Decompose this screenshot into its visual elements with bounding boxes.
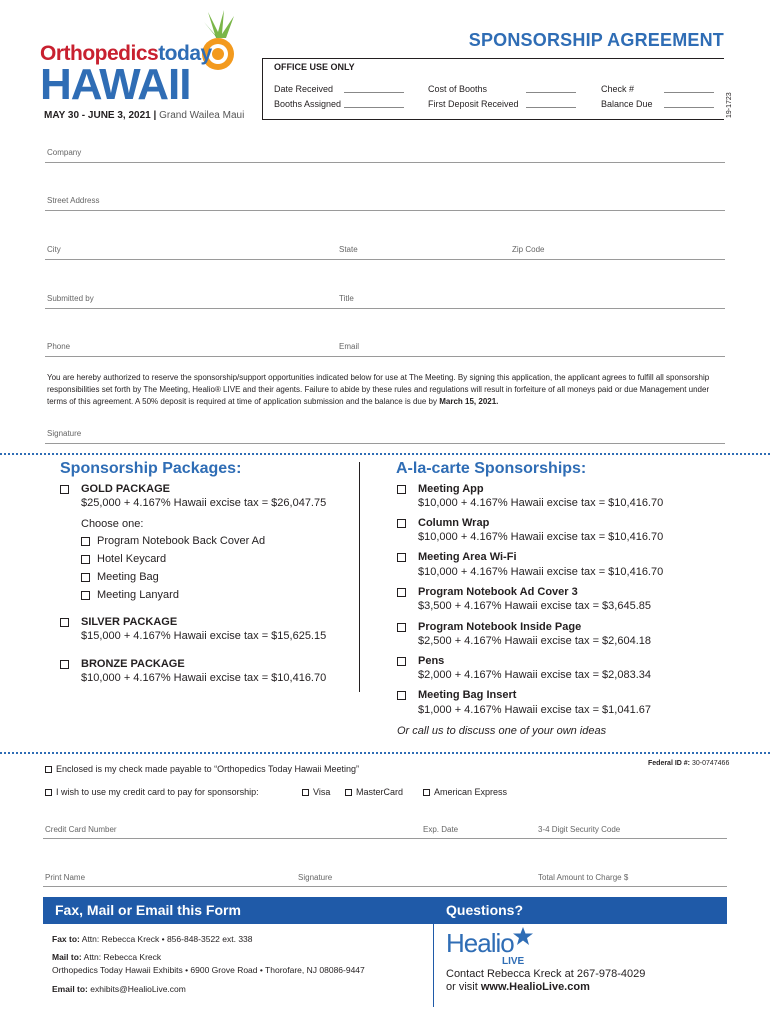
alacarte-item-name: Pens — [418, 655, 445, 667]
website-link[interactable]: www.HealioLive.com — [480, 981, 590, 993]
title-label: Title — [339, 294, 354, 303]
alacarte-title: A-la-carte Sponsorships: — [396, 460, 587, 477]
alacarte-item-price: $2,000 + 4.167% Hawaii excise tax = $2,083.34 — [418, 669, 651, 681]
submitted-title-field[interactable] — [45, 308, 725, 309]
alacarte-item-name: Meeting Area Wi-Fi — [418, 551, 517, 563]
alacarte-pens-checkbox[interactable] — [397, 657, 406, 666]
check-option: Enclosed is my check made payable to “Orthopedics Today Hawaii Meeting” — [45, 764, 359, 774]
event-dates: MAY 30 - JUNE 3, 2021 | Grand Wailea Maui — [44, 110, 245, 121]
bronze-package-price: $10,000 + 4.167% Hawaii excise tax = $10,416.70 — [81, 672, 327, 684]
option-keycard-label: Hotel Keycard — [97, 553, 167, 565]
alacarte-item-price: $10,000 + 4.167% Hawaii excise tax = $10,416.70 — [418, 566, 664, 578]
office-first-deposit-line[interactable] — [526, 100, 576, 108]
office-balance-due-line[interactable] — [664, 100, 714, 108]
federal-id: Federal ID #: 30-0747466 — [648, 760, 730, 767]
security-code-label: 3-4 Digit Security Code — [538, 825, 621, 834]
bronze-package-checkbox[interactable] — [60, 660, 69, 669]
option-bag-label: Meeting Bag — [97, 571, 159, 583]
amex-checkbox[interactable] — [423, 789, 430, 796]
alacarte-wifi-checkbox[interactable] — [397, 553, 406, 562]
custom-ideas-note: Or call us to discuss one of your own ideas — [397, 725, 607, 737]
submitted-by-label: Submitted by — [47, 294, 94, 303]
payment-name-field[interactable] — [43, 886, 727, 887]
mastercard-checkbox[interactable] — [345, 789, 352, 796]
alacarte-item-name: Meeting App — [418, 483, 484, 495]
office-balance-due: Balance Due — [601, 99, 653, 109]
sponsorship-packages-title: Sponsorship Packages: — [60, 460, 242, 477]
alacarte-item-price: $3,500 + 4.167% Hawaii excise tax = $3,645.85 — [418, 600, 651, 612]
exp-date-label: Exp. Date — [423, 825, 459, 834]
email-label: Email — [339, 342, 360, 351]
office-cost-booths-line[interactable] — [526, 85, 576, 93]
gold-package-price: $25,000 + 4.167% Hawaii excise tax = $26,047.75 — [81, 497, 327, 509]
alacarte-column-wrap-checkbox[interactable] — [397, 519, 406, 528]
alacarte-cover3-checkbox[interactable] — [397, 588, 406, 597]
alacarte-item-price: $1,000 + 4.167% Hawaii excise tax = $1,041.67 — [418, 704, 651, 716]
choose-one-label: Choose one: — [81, 518, 144, 530]
bronze-package-name: BRONZE PACKAGE — [81, 658, 185, 670]
healio-live-label: LIVE — [502, 956, 525, 967]
office-booths-assigned-line[interactable] — [344, 100, 404, 108]
option-lanyard-checkbox[interactable] — [81, 591, 90, 600]
email-line: Email to: exhibits@HealioLive.com — [52, 984, 186, 994]
gold-package-name: GOLD PACKAGE — [81, 483, 171, 495]
silver-package-price: $15,000 + 4.167% Hawaii excise tax = $15,625.15 — [81, 630, 327, 642]
office-first-deposit: First Deposit Received — [428, 99, 519, 109]
alacarte-item-name: Program Notebook Ad Cover 3 — [418, 586, 578, 598]
column-divider — [359, 462, 360, 692]
city-label: City — [47, 245, 61, 254]
card-number-label: Credit Card Number — [45, 825, 117, 834]
city-state-zip-field[interactable] — [45, 259, 725, 260]
signature-field[interactable] — [45, 443, 725, 444]
alacarte-inside-page-checkbox[interactable] — [397, 623, 406, 632]
visa-option: Visa — [302, 787, 330, 797]
fax-line: Fax to: Attn: Rebecca Kreck • 856-848-3522 ext. 338 — [52, 934, 253, 944]
phone-email-field[interactable] — [45, 356, 725, 357]
agreement-text: You are hereby authorized to reserve the sponsorship/support opportunities indicated below for use at The Meeting. By signing this application, the applicant agrees to fulfill all sponsorship responsibilities set forth by The Meeting, Healio® LIVE and their agents. Failure to abide by these rules and regulations will result in forfeiture of all moneys paid or due Management under terms of this agreement. A 50% deposit is required at time of application submission and the balance is due by March 15, 2021. — [47, 373, 710, 406]
print-name-label: Print Name — [45, 873, 86, 882]
alacarte-item-name: Program Notebook Inside Page — [418, 621, 582, 633]
footer-divider — [433, 897, 434, 1007]
mail-address: Orthopedics Today Hawaii Exhibits • 6900 Grove Road • Thorofare, NJ 08086-9447 — [52, 965, 365, 975]
amex-option: American Express — [423, 787, 507, 797]
office-date-received-line[interactable] — [344, 85, 404, 93]
office-booths-assigned: Booths Assigned — [274, 99, 342, 109]
alacarte-item-name: Column Wrap — [418, 517, 490, 529]
alacarte-bag-insert-checkbox[interactable] — [397, 691, 406, 700]
questions-banner: Questions? — [434, 897, 727, 924]
silver-package-name: SILVER PACKAGE — [81, 616, 178, 628]
star-icon — [512, 926, 534, 946]
phone-label: Phone — [47, 342, 71, 351]
company-field[interactable] — [45, 162, 725, 163]
state-label: State — [339, 245, 358, 254]
option-bag-checkbox[interactable] — [81, 573, 90, 582]
email-link[interactable]: exhibits@HealioLive.com — [90, 984, 186, 994]
street-field[interactable] — [45, 210, 725, 211]
street-label: Street Address — [47, 196, 100, 205]
alacarte-item-price: $10,000 + 4.167% Hawaii excise tax = $10,416.70 — [418, 531, 664, 543]
office-check: Check # — [601, 84, 635, 94]
alacarte-item-name: Meeting Bag Insert — [418, 689, 517, 701]
fax-banner: Fax, Mail or Email this Form — [43, 897, 433, 924]
office-date-received: Date Received — [274, 84, 334, 94]
silver-package-checkbox[interactable] — [60, 618, 69, 627]
office-check-line[interactable] — [664, 85, 714, 93]
alacarte-item-price: $10,000 + 4.167% Hawaii excise tax = $10,416.70 — [418, 497, 664, 509]
visit-line: or visit www.HealioLive.com — [446, 981, 590, 993]
page-title: SPONSORSHIP AGREEMENT — [468, 30, 724, 50]
option-keycard-checkbox[interactable] — [81, 555, 90, 564]
credit-card-option: I wish to use my credit card to pay for sponsorship: — [45, 787, 259, 797]
option-back-cover-checkbox[interactable] — [81, 537, 90, 546]
visa-checkbox[interactable] — [302, 789, 309, 796]
zip-label: Zip Code — [512, 245, 545, 254]
check-checkbox[interactable] — [45, 766, 52, 773]
option-lanyard-label: Meeting Lanyard — [97, 589, 179, 601]
logo-wordmark: Orthopedicstoday — [40, 42, 212, 65]
credit-card-checkbox[interactable] — [45, 789, 52, 796]
healio-logo: Healio — [446, 928, 514, 958]
section-divider — [0, 752, 770, 754]
card-details-field[interactable] — [43, 838, 727, 839]
office-cost-booths: Cost of Booths — [428, 84, 488, 94]
alacarte-meeting-app-checkbox[interactable] — [397, 485, 406, 494]
option-back-cover-label: Program Notebook Back Cover Ad — [97, 535, 266, 547]
company-label: Company — [47, 148, 82, 157]
office-use-title: OFFICE USE ONLY — [274, 62, 355, 72]
section-divider — [0, 453, 770, 455]
document-code: 19-1723 — [726, 92, 733, 118]
mastercard-option: MasterCard — [345, 787, 403, 797]
gold-package-checkbox[interactable] — [60, 485, 69, 494]
mail-line: Mail to: Attn: Rebecca Kreck — [52, 952, 162, 962]
contact-line: Contact Rebecca Kreck at 267-978-4029 — [446, 968, 646, 980]
alacarte-item-price: $2,500 + 4.167% Hawaii excise tax = $2,604.18 — [418, 635, 651, 647]
total-amount-label: Total Amount to Charge $ — [538, 873, 629, 882]
signature-label: Signature — [47, 429, 82, 438]
payment-signature-label: Signature — [298, 873, 333, 882]
logo-hawaii: HAWAII — [40, 60, 191, 109]
